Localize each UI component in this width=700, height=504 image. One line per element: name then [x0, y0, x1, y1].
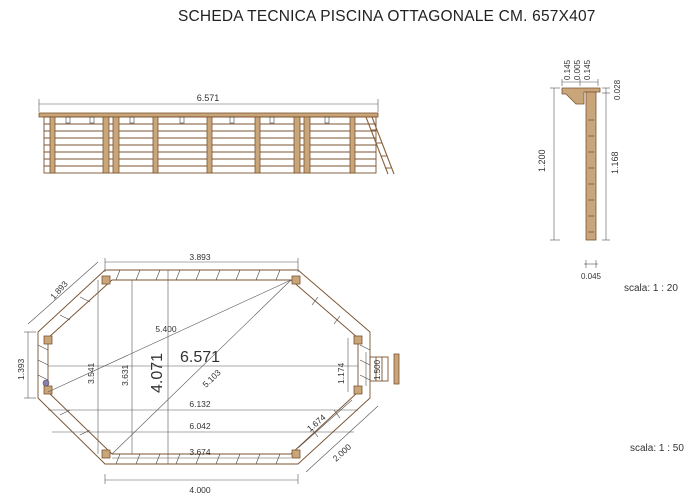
- plan-corner-outer: 2.000: [330, 441, 354, 464]
- section-detail-view: [537, 59, 622, 281]
- plan-inner-length-2: 6.042: [189, 421, 211, 431]
- plan-right-end: 1.174: [336, 362, 346, 384]
- section-wall-board: [586, 92, 596, 240]
- side-ladder: [366, 117, 394, 174]
- plan-view: [16, 252, 399, 495]
- section-top-width-1: 0.145: [563, 59, 572, 80]
- plan-inner-width-2: 3.631: [120, 364, 130, 386]
- plan-ladder-width: 1.500: [373, 359, 382, 380]
- plan-inner-length-1: 6.132: [189, 399, 211, 409]
- plan-center-length: 6.571: [179, 349, 221, 366]
- plan-corner-side: 1.674: [304, 412, 328, 434]
- plan-long-diagonal: 5.400: [155, 324, 177, 334]
- plan-cross-diagonal: 5.103: [200, 367, 223, 390]
- plan-diagonal-side-line: [28, 262, 98, 324]
- plan-short-end: 1.393: [16, 358, 26, 380]
- plan-bottom-inner: 3.674: [189, 447, 211, 457]
- plan-scale-label: scala: 1 : 50: [630, 443, 684, 454]
- section-wall-height: 1.168: [610, 151, 620, 174]
- plan-bottom-outer: 4.000: [189, 485, 211, 495]
- side-elevation-view: [39, 93, 394, 174]
- section-coping-thickness: 0.028: [613, 79, 622, 100]
- section-top-width-3: 0.145: [583, 59, 592, 80]
- side-length-label: 6.571: [196, 93, 220, 103]
- plan-diagonal-side: 1.893: [48, 278, 70, 302]
- plan-long-diagonal-line: [48, 280, 291, 392]
- skimmer-marker: [43, 380, 49, 386]
- plan-top-side: 3.893: [189, 252, 211, 262]
- section-board-thickness: 0.045: [580, 272, 602, 281]
- section-top-width-2: 0.005: [573, 59, 582, 80]
- section-total-height: 1.200: [537, 149, 547, 172]
- section-scale-label: scala: 1 : 20: [624, 283, 678, 294]
- side-coping: [39, 113, 378, 117]
- plan-inner-width-1: 3.541: [86, 362, 96, 384]
- sheet-title: SCHEDA TECNICA PISCINA OTTAGONALE CM. 657X407: [178, 8, 596, 25]
- plan-center-width: 4.071: [149, 352, 166, 393]
